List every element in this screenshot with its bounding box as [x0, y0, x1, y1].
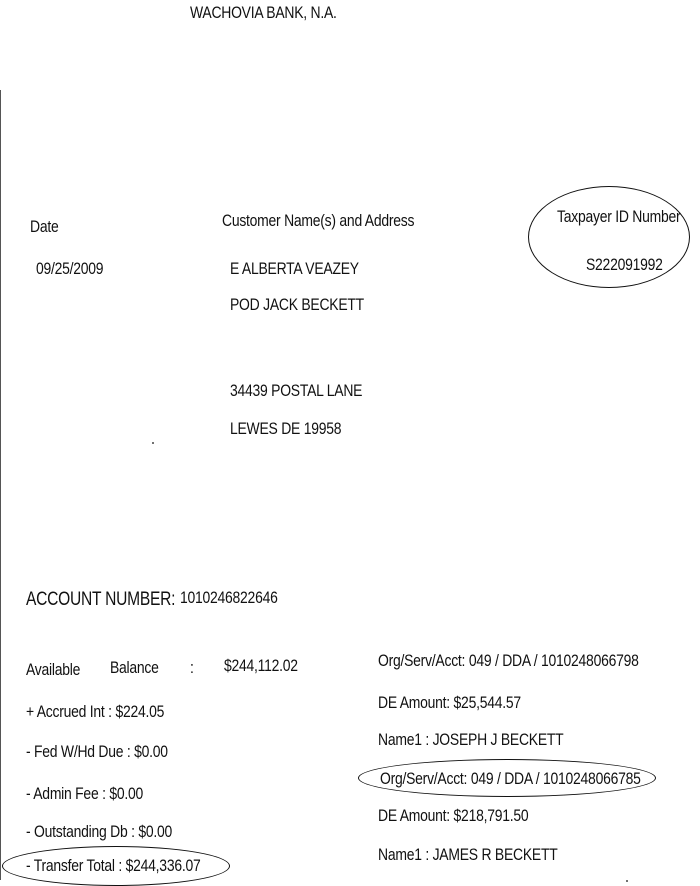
accrued-interest: + Accrued Int : $224.05	[26, 702, 165, 721]
outstanding-debit: - Outstanding Db : $0.00	[26, 822, 172, 841]
scan-speck	[626, 880, 628, 882]
bank-name: WACHOVIA BANK, N.A.	[190, 3, 337, 22]
customer-name-line-1: E ALBERTA VEAZEY	[230, 259, 359, 278]
transfer-total: - Transfer Total : $244,336.07	[26, 856, 201, 875]
address-line-2: LEWES DE 19958	[230, 419, 342, 438]
balance-value: $244,112.02	[224, 656, 298, 675]
account-number-label: ACCOUNT NUMBER:	[26, 589, 176, 610]
scan-edge-line	[0, 90, 1, 880]
de-amount-2: DE Amount: $218,791.50	[378, 806, 529, 825]
date-value: 09/25/2009	[36, 259, 104, 278]
fed-withholding-due: - Fed W/Hd Due : $0.00	[26, 742, 168, 761]
taxpayer-id-circle	[528, 186, 690, 288]
taxpayer-id-value: S222091992	[586, 255, 663, 274]
available-label: Available	[26, 660, 81, 679]
org-serv-acct-2: Org/Serv/Acct: 049 / DDA / 1010248066785	[380, 769, 641, 788]
account-number-value: 1010246822646	[180, 588, 278, 607]
transfer-total-circle	[2, 846, 230, 886]
admin-fee: - Admin Fee : $0.00	[26, 784, 143, 803]
taxpayer-id-label: Taxpayer ID Number	[557, 207, 681, 226]
customer-name-address-label: Customer Name(s) and Address	[222, 211, 415, 230]
balance-colon: :	[190, 658, 194, 677]
balance-label: Balance	[110, 658, 159, 677]
scan-speck	[152, 442, 154, 444]
de-amount-1: DE Amount: $25,544.57	[378, 693, 521, 712]
org-serv-acct-circle	[358, 759, 656, 797]
name1-2: Name1 : JAMES R BECKETT	[378, 845, 558, 864]
address-line-1: 34439 POSTAL LANE	[230, 381, 363, 400]
name1-1: Name1 : JOSEPH J BECKETT	[378, 730, 564, 749]
customer-name-line-2: POD JACK BECKETT	[230, 295, 364, 314]
org-serv-acct-1: Org/Serv/Acct: 049 / DDA / 1010248066798	[378, 651, 639, 670]
date-label: Date	[30, 217, 59, 236]
